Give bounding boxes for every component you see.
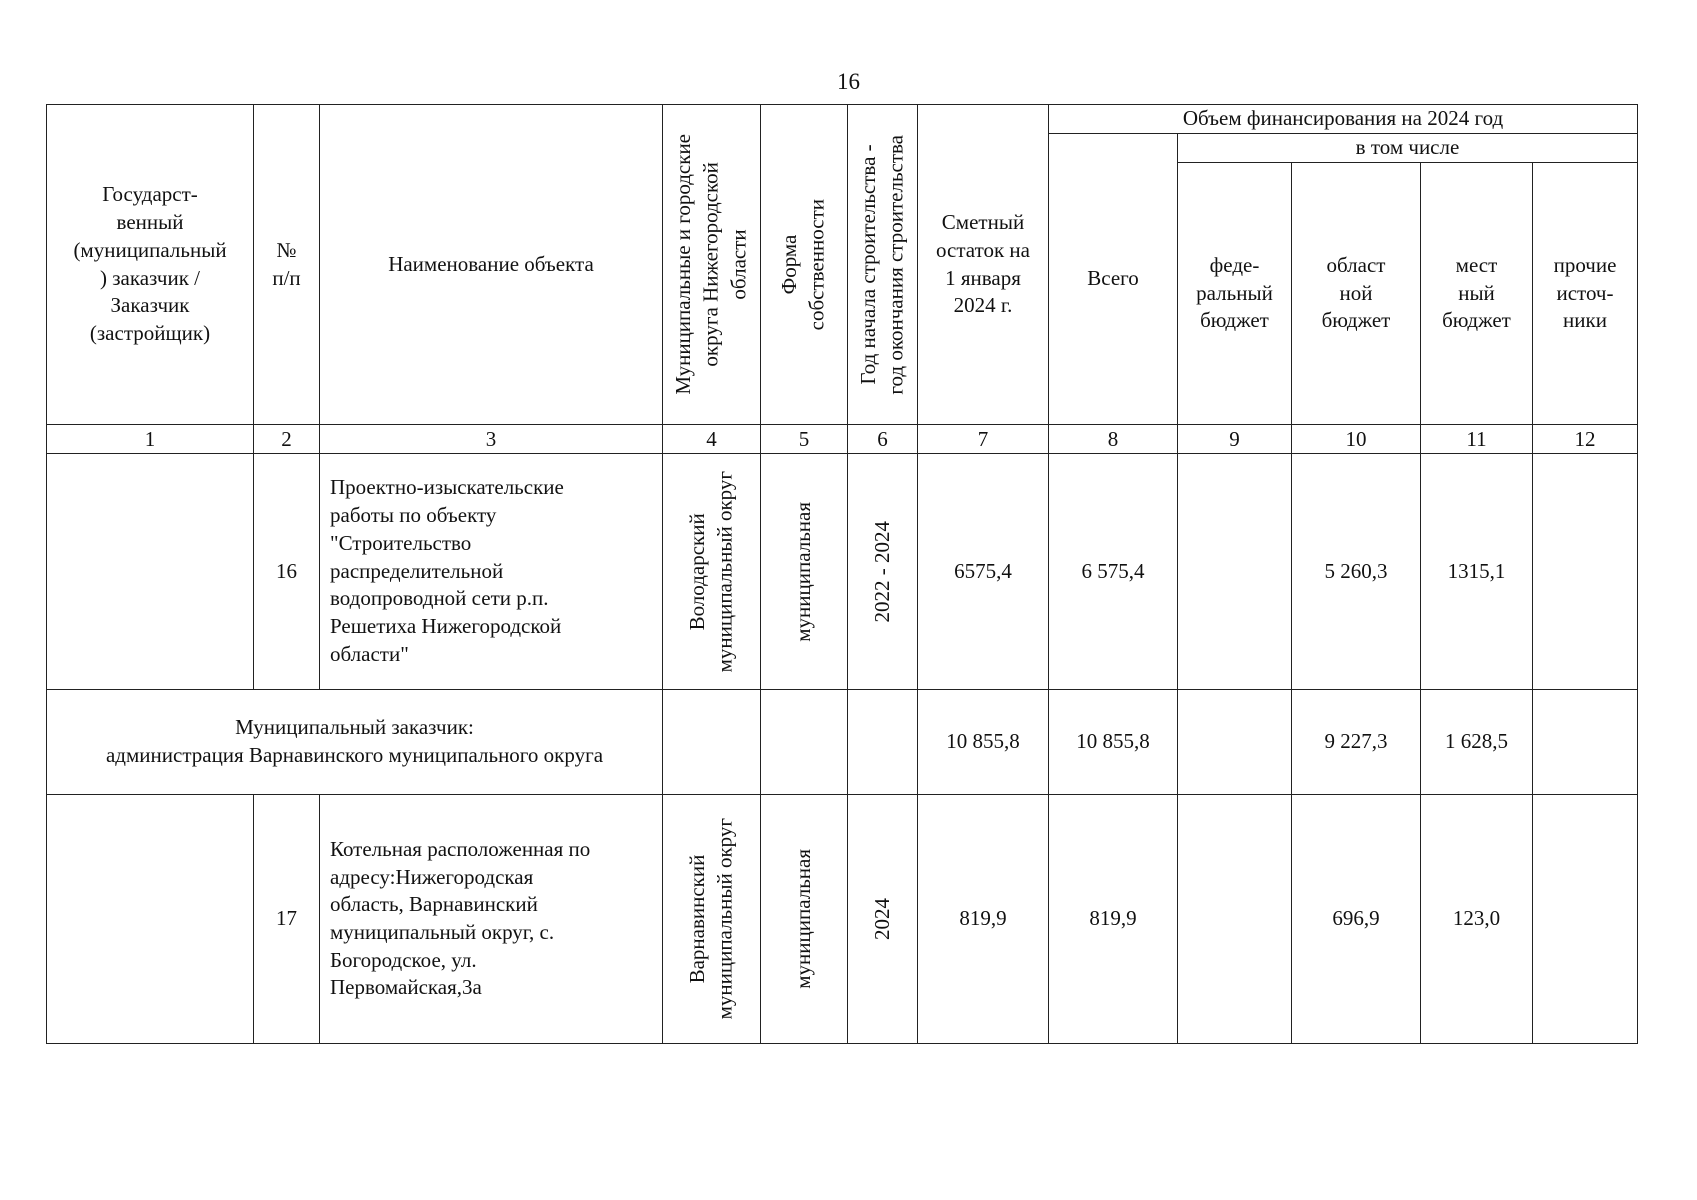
row-district xyxy=(663,454,761,690)
header-local: мест ный бюджет xyxy=(1421,163,1533,425)
row-estimate: 819,9 xyxy=(918,795,1049,1044)
row-years xyxy=(848,795,918,1044)
row-years-text: 2022 - 2024 xyxy=(869,520,894,623)
row-regional: 5 260,3 xyxy=(1292,454,1421,690)
header-num: № п/п xyxy=(254,105,320,425)
row-local: 1315,1 xyxy=(1421,454,1533,690)
subtotal-label: Муниципальный заказчик: администрация Варнавинского муниципального округа xyxy=(47,690,663,795)
column-number: 10 xyxy=(1292,425,1421,454)
column-number: 7 xyxy=(918,425,1049,454)
header-federal: феде- ральный бюджет xyxy=(1178,163,1292,425)
subtotal-empty-cell xyxy=(848,690,918,795)
row-num: 16 xyxy=(254,454,320,690)
header-customer: Государст- венный (муниципальный ) заказчик / Заказчик (застройщик) xyxy=(47,105,254,425)
header-funding-group: Объем финансирования на 2024 год xyxy=(1049,105,1638,134)
column-number: 8 xyxy=(1049,425,1178,454)
subtotal-regional: 9 227,3 xyxy=(1292,690,1421,795)
header-years-text: Год начала строительства - год окончания строительства xyxy=(855,134,908,395)
row-estimate: 6575,4 xyxy=(918,454,1049,690)
subtotal-other xyxy=(1533,690,1638,795)
column-number: 2 xyxy=(254,425,320,454)
header-estimate: Сметный остаток на 1 января 2024 г. xyxy=(918,105,1049,425)
header-districts-text: Муниципальные и городские округа Нижегородской области xyxy=(670,134,751,395)
subtotal-federal xyxy=(1178,690,1292,795)
row-federal xyxy=(1178,795,1292,1044)
row-ownership xyxy=(761,454,848,690)
column-number: 4 xyxy=(663,425,761,454)
subtotal-row xyxy=(47,690,1638,795)
page-number: 16 xyxy=(837,69,860,94)
subtotal-estimate: 10 855,8 xyxy=(918,690,1049,795)
row-object-name: Котельная расположенная по адресу:Нижегородская область, Варнавинский муниципальный округ, с. Богородское, ул. Первомайская,3а xyxy=(320,795,663,1044)
row-other xyxy=(1533,454,1638,690)
row-customer-cell xyxy=(47,795,254,1044)
header-ownership xyxy=(761,105,848,425)
column-number: 11 xyxy=(1421,425,1533,454)
row-num: 17 xyxy=(254,795,320,1044)
column-number: 5 xyxy=(761,425,848,454)
header-object-name: Наименование объекта xyxy=(320,105,663,425)
header-districts xyxy=(663,105,761,425)
row-other xyxy=(1533,795,1638,1044)
header-years xyxy=(848,105,918,425)
row-customer-cell xyxy=(47,454,254,690)
row-ownership-text: муниципальная xyxy=(791,849,816,989)
header-regional: област ной бюджет xyxy=(1292,163,1421,425)
table-row xyxy=(47,795,1638,1044)
table-row xyxy=(47,454,1638,690)
subtotal-total: 10 855,8 xyxy=(1049,690,1178,795)
row-ownership-text: муниципальная xyxy=(791,501,816,642)
row-object-name: Проектно-изыскательские работы по объекту "Строительство распределительной водопроводной сети р.п. Решетиха Нижегородской области" xyxy=(320,454,663,690)
header-ownership-text: Форма собственности xyxy=(777,198,829,331)
subtotal-local: 1 628,5 xyxy=(1421,690,1533,795)
row-local: 123,0 xyxy=(1421,795,1533,1044)
row-years xyxy=(848,454,918,690)
subtotal-empty-cell xyxy=(663,690,761,795)
row-years-text: 2024 xyxy=(869,898,894,940)
financing-table xyxy=(46,104,1638,1044)
header-row-1 xyxy=(47,105,1638,134)
row-district-text: Володарский муниципальный округ xyxy=(684,470,737,673)
header-total: Всего xyxy=(1049,134,1178,425)
header-including: в том числе xyxy=(1178,134,1638,163)
column-number: 1 xyxy=(47,425,254,454)
row-district xyxy=(663,795,761,1044)
row-ownership xyxy=(761,795,848,1044)
row-total: 6 575,4 xyxy=(1049,454,1178,690)
row-federal xyxy=(1178,454,1292,690)
column-number: 6 xyxy=(848,425,918,454)
subtotal-empty-cell xyxy=(761,690,848,795)
column-numbers-row xyxy=(47,425,1638,454)
column-number: 12 xyxy=(1533,425,1638,454)
column-number: 9 xyxy=(1178,425,1292,454)
row-district-text: Варнавинский муниципальный округ xyxy=(684,818,737,1020)
row-total: 819,9 xyxy=(1049,795,1178,1044)
column-number: 3 xyxy=(320,425,663,454)
header-other: прочие источ- ники xyxy=(1533,163,1638,425)
row-regional: 696,9 xyxy=(1292,795,1421,1044)
